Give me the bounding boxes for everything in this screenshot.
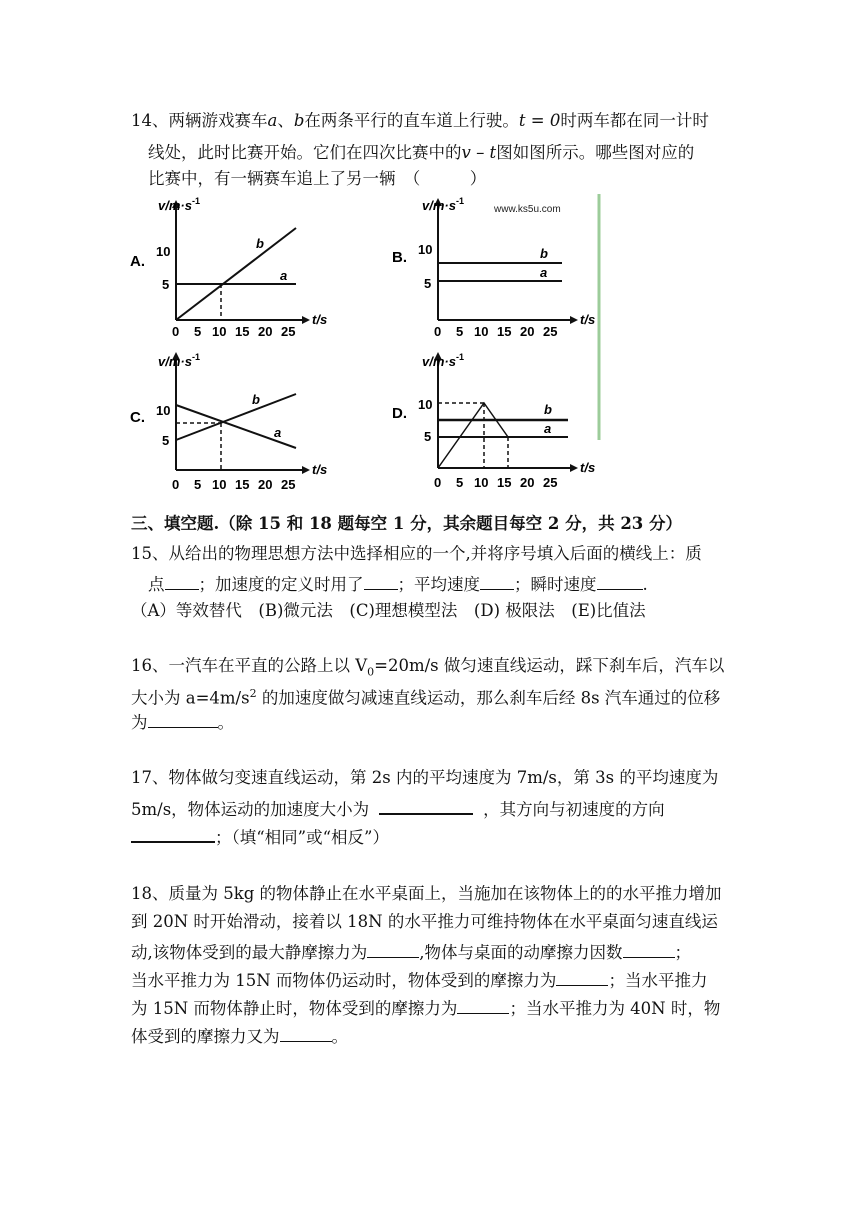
- q16-line-3: [131, 711, 234, 734]
- x-tick: 20: [258, 324, 273, 339]
- x-tick: 25: [543, 475, 558, 490]
- x-tick: 20: [520, 475, 535, 490]
- q18-text: 体受到的摩擦力又为: [131, 1027, 280, 1046]
- q17-line-1: 17、物体做匀变速直线运动，第 2s 内的平均速度为 7m/s，第 3s 的平均速度为: [131, 768, 719, 787]
- q18-line-6: [131, 1025, 348, 1048]
- x-tick: 5: [194, 324, 202, 339]
- x-tick: 0: [434, 475, 442, 490]
- q15-text: ；瞬时速度: [514, 575, 597, 594]
- graph-b: [392, 196, 595, 339]
- q14-text: 在两条平行的直车道上行驶。: [304, 111, 519, 130]
- q18-line-3: [131, 941, 691, 964]
- x-axis-label: t/s: [312, 462, 328, 477]
- y-tick-10: 10: [418, 242, 433, 257]
- y-axis-label: $v/m\cdot s^{-1}$: [158, 352, 200, 369]
- y-tick-10: 10: [156, 244, 171, 259]
- q15-text: 点: [148, 575, 165, 594]
- q15-text: .: [642, 575, 648, 594]
- x-tick: 25: [281, 324, 296, 339]
- answer-blank[interactable]: [379, 797, 473, 815]
- q14-text: 线处，此时比赛开始。它们在四次比赛中的: [148, 143, 462, 162]
- q18-line-5: [131, 997, 720, 1020]
- y-unit: -1: [455, 196, 464, 206]
- q14-text: 14、两辆游戏赛车: [131, 111, 268, 130]
- answer-blank[interactable]: [131, 825, 215, 843]
- x-tick: 10: [212, 477, 227, 492]
- x-tick: 5: [456, 324, 464, 339]
- y-tick-10: 10: [418, 397, 433, 412]
- x-tick: 5: [456, 475, 464, 490]
- q17-line-2: [131, 797, 665, 821]
- y-tick-5: 5: [162, 433, 170, 448]
- answer-blank[interactable]: [364, 573, 398, 590]
- graph-d: [392, 352, 595, 490]
- q16-text: 的加速度做匀减速直线运动，那么刹车后经 8s 汽车通过的位移: [256, 688, 721, 708]
- q18-line-4: [131, 969, 707, 992]
- line-label-b: b: [256, 236, 264, 251]
- graph-label: D.: [392, 405, 407, 422]
- q15-line-1: 15、从给出的物理思想方法中选择相应的一个,并将序号填入后面的横线上：质: [131, 544, 702, 563]
- x-tick: 15: [497, 475, 512, 490]
- q14-line-1: [131, 110, 709, 132]
- graph-label: A.: [130, 253, 145, 270]
- x-tick: 10: [474, 475, 489, 490]
- answer-blank[interactable]: [457, 997, 509, 1014]
- x-tick: 15: [235, 324, 250, 339]
- q16-text: 大小为 a=4m/s: [131, 688, 250, 708]
- y-unit: -1: [455, 352, 464, 362]
- y-unit: -1: [191, 196, 200, 206]
- x-axis-label: t/s: [312, 312, 328, 327]
- q14-line-3: 比赛中，有一辆赛车追上了另一辆 （ ）: [148, 169, 487, 188]
- q16-text: 。: [217, 713, 234, 732]
- vt-symbol: v – t: [461, 143, 497, 162]
- q17-text: 5m/s，物体运动的加速度大小为: [131, 800, 370, 819]
- q18-text: 当水平推力为 15N 而物体仍运动时，物体受到的摩擦力为: [131, 971, 557, 990]
- watermark: www.ks5u.com: [494, 204, 561, 215]
- y-unit: -1: [191, 352, 200, 362]
- q16-text: =20m/s 做匀速直线运动，踩下刹车后，汽车以: [374, 656, 725, 675]
- q17-text: ，其方向与初速度的方向: [483, 800, 665, 819]
- y-axis-label: $v/m\cdot s^{-1}$: [158, 196, 200, 213]
- answer-blank[interactable]: [367, 941, 419, 958]
- separator: 、: [277, 111, 294, 130]
- line-label-b: b: [540, 246, 548, 261]
- answer-blank[interactable]: [165, 573, 199, 590]
- answer-blank[interactable]: [623, 941, 675, 958]
- line-a-triangle: [438, 403, 508, 468]
- q18-text: 。: [331, 1027, 348, 1046]
- q16-text: 16、一汽车在平直的公路上以 V: [131, 656, 368, 675]
- y-tick-10: 10: [156, 403, 171, 418]
- answer-blank[interactable]: [148, 711, 218, 728]
- q16-line-1: [131, 655, 724, 683]
- q17-text: ；（填“相同”或“相反”）: [215, 828, 389, 847]
- q18-text: ；当水平推力为 40N 时，物: [509, 999, 721, 1018]
- var-b: b: [293, 111, 305, 130]
- line-b: [176, 228, 296, 320]
- x-tick: 15: [497, 324, 512, 339]
- q18-text: 为 15N 而物体静止时，物体受到的摩擦力为: [131, 999, 458, 1018]
- t-equals-zero: t = 0: [518, 111, 561, 130]
- subscript: 0: [367, 665, 375, 679]
- line-label-a: a: [540, 265, 548, 280]
- x-tick: 15: [235, 477, 250, 492]
- answer-blank[interactable]: [556, 969, 608, 986]
- line-label-a: a: [274, 425, 282, 440]
- x-tick: 0: [172, 324, 180, 339]
- q16-line-2: [131, 683, 720, 710]
- x-tick: 0: [172, 477, 180, 492]
- q14-text: 时两车都在同一计时: [560, 111, 709, 130]
- vt-graphs-figure: [128, 190, 608, 492]
- section-3-title: 三、填空题.（除 15 和 18 题每空 1 分，其余题目每空 2 分，共 23 分）: [131, 514, 683, 533]
- vt-graphs-svg: [128, 190, 608, 492]
- x-axis-label: t/s: [580, 460, 596, 475]
- x-tick: 5: [194, 477, 202, 492]
- x-axis-label: t/s: [580, 312, 596, 327]
- q15-text: ；平均速度: [397, 575, 480, 594]
- x-tick: 0: [434, 324, 442, 339]
- graph-c: [130, 352, 327, 492]
- q18-text: 动,该物体受到的最大静摩擦力为: [131, 943, 368, 962]
- line-label-b: b: [252, 392, 260, 407]
- answer-blank[interactable]: [280, 1025, 332, 1042]
- y-tick-5: 5: [424, 429, 432, 444]
- graph-label: B.: [392, 249, 407, 266]
- q14-text: 图如图所示。哪些图对应的: [496, 143, 695, 162]
- q15-line-2: [148, 573, 648, 596]
- q14-line-2: [148, 142, 694, 164]
- y-axis-label: $v/m\cdot s^{-1}$: [422, 196, 464, 213]
- x-tick: 20: [520, 324, 535, 339]
- var-a: a: [267, 111, 278, 130]
- q15-text: ；加速度的定义时用了: [198, 575, 364, 594]
- line-label-b: b: [544, 402, 552, 417]
- x-tick: 10: [474, 324, 489, 339]
- graph-a: [130, 196, 327, 339]
- x-tick: 25: [281, 477, 296, 492]
- y-axis-label: $v/m\cdot s^{-1}$: [422, 352, 464, 369]
- q18-text: ；: [674, 943, 691, 962]
- q16-text: 为: [131, 713, 148, 732]
- y-tick-5: 5: [162, 277, 170, 292]
- x-tick: 25: [543, 324, 558, 339]
- q18-text: ,物体与桌面的动摩擦力因数: [419, 943, 623, 962]
- answer-blank[interactable]: [480, 573, 514, 590]
- q15-options: （A）等效替代 (B)微元法 (C)理想模型法 (D) 极限法 (E)比值法: [131, 601, 646, 620]
- line-label-a: a: [280, 268, 288, 283]
- line-label-a: a: [544, 421, 552, 436]
- answer-blank[interactable]: [597, 573, 643, 590]
- graph-label: C.: [130, 409, 145, 426]
- q18-text: ；当水平推力: [608, 971, 708, 990]
- x-tick: 10: [212, 324, 227, 339]
- q18-line-1: 18、质量为 5kg 的物体静止在水平桌面上，当施加在该物体上的的水平推力增加: [131, 884, 722, 903]
- q17-line-3: [131, 825, 389, 849]
- superscript: 2: [249, 687, 257, 700]
- q18-line-2: 到 20N 时开始滑动，接着以 18N 的水平推力可维持物体在水平桌面匀速直线运: [131, 912, 718, 931]
- y-tick-5: 5: [424, 276, 432, 291]
- x-tick: 20: [258, 477, 273, 492]
